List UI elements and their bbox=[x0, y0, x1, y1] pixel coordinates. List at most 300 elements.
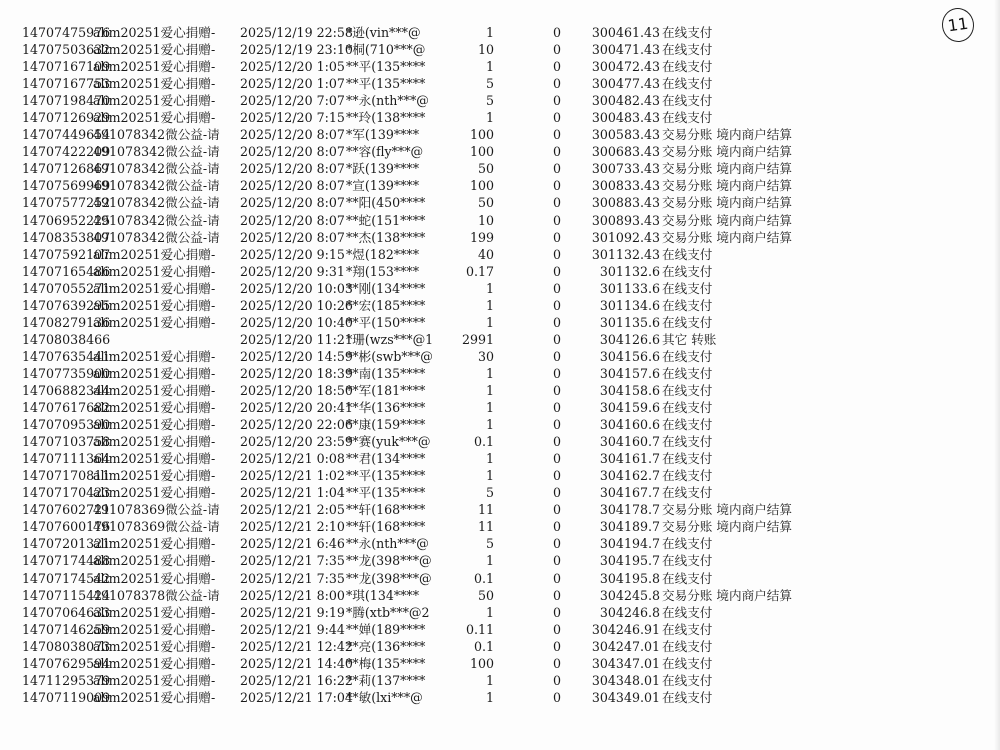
account-name: alim20251爱心捐赠- bbox=[93, 280, 216, 296]
table-row bbox=[22, 41, 982, 58]
fee: 0 bbox=[552, 161, 561, 177]
account-name: alim20251爱心捐赠- bbox=[93, 93, 216, 109]
payer-name: **彬(swb***@ bbox=[346, 348, 433, 364]
amount: 0.1 bbox=[473, 570, 494, 586]
table-row bbox=[22, 655, 982, 672]
payer-name: **君(134**** bbox=[346, 451, 426, 467]
transaction-time: 2025/12/21 0:08 bbox=[240, 451, 345, 467]
account-name: alim20251爱心捐赠- bbox=[93, 400, 216, 416]
transaction-id: 14707111364 bbox=[22, 451, 111, 467]
amount: 50 bbox=[477, 195, 494, 211]
table-row bbox=[22, 331, 982, 348]
amount: 0.1 bbox=[473, 638, 494, 654]
fee: 0 bbox=[552, 587, 561, 603]
payer-name: **莉(137**** bbox=[346, 672, 426, 688]
amount: 1 bbox=[485, 314, 494, 330]
balance: 300733.43 bbox=[591, 161, 660, 177]
transaction-time: 2025/12/20 8:07 bbox=[240, 178, 345, 194]
table-row bbox=[22, 552, 982, 569]
balance: 304156.6 bbox=[599, 348, 660, 364]
account-name: alim20251爱心捐赠- bbox=[93, 485, 216, 501]
payer-name: **亮(136**** bbox=[346, 638, 426, 654]
payer-name: **容(fly***@ bbox=[346, 144, 424, 160]
transaction-time: 2025/12/20 23:59 bbox=[240, 434, 353, 450]
transaction-time: 2025/12/21 7:35 bbox=[240, 570, 345, 586]
transaction-time: 2025/12/20 18:39 bbox=[240, 365, 353, 381]
amount: 1 bbox=[485, 280, 494, 296]
account-name: alim20251爱心捐赠- bbox=[93, 655, 216, 671]
account-name: 491078342微公益-请 bbox=[93, 178, 220, 194]
balance: 300583.43 bbox=[591, 127, 660, 143]
payer-name: **龙(398***@ bbox=[346, 570, 432, 586]
amount: 1 bbox=[485, 468, 494, 484]
transaction-type: 在线支付 bbox=[662, 263, 713, 279]
balance: 304158.6 bbox=[599, 382, 660, 398]
account-name: alim20251爱心捐赠- bbox=[93, 365, 216, 381]
fee: 0 bbox=[552, 638, 561, 654]
amount: 100 bbox=[469, 655, 494, 671]
payer-name: **宏(185**** bbox=[346, 297, 426, 313]
transaction-id: 14706952225 bbox=[22, 212, 111, 228]
transaction-id: 14707167753 bbox=[22, 76, 111, 92]
table-row bbox=[22, 570, 982, 587]
fee: 0 bbox=[552, 553, 561, 569]
balance: 304160.7 bbox=[599, 434, 660, 450]
amount: 50 bbox=[477, 587, 494, 603]
transaction-type: 在线支付 bbox=[662, 604, 713, 620]
balance: 301092.43 bbox=[591, 229, 660, 245]
transaction-id: 14708038073 bbox=[22, 638, 111, 654]
payer-name: **华(136**** bbox=[346, 400, 426, 416]
transaction-id: 14707635441 bbox=[22, 348, 111, 364]
account-name: alim20251爱心捐赠- bbox=[93, 536, 216, 552]
fee: 0 bbox=[552, 25, 561, 40]
transaction-time: 2025/12/20 8:07 bbox=[240, 229, 345, 245]
balance: 304160.6 bbox=[599, 417, 660, 433]
amount: 50 bbox=[477, 161, 494, 177]
fee: 0 bbox=[552, 93, 561, 109]
amount: 1 bbox=[485, 25, 494, 40]
fee: 0 bbox=[552, 604, 561, 620]
transaction-time: 2025/12/20 10:40 bbox=[240, 314, 353, 330]
payer-name: **南(135**** bbox=[346, 365, 426, 381]
account-name: 491078342微公益-请 bbox=[93, 212, 220, 228]
account-name: alim20251爱心捐赠- bbox=[93, 621, 216, 637]
transaction-id: 14707629594 bbox=[22, 655, 111, 671]
transaction-id: 14707103758 bbox=[22, 434, 111, 450]
table-row bbox=[22, 126, 982, 143]
balance: 300472.43 bbox=[591, 59, 660, 75]
account-name: 491078369微公益-请 bbox=[93, 519, 220, 535]
amount: 1 bbox=[485, 365, 494, 381]
balance: 301132.43 bbox=[591, 246, 660, 262]
transaction-id: 14707170811 bbox=[22, 468, 111, 484]
fee: 0 bbox=[552, 212, 561, 228]
fee: 0 bbox=[552, 348, 561, 364]
transaction-time: 2025/12/20 8:07 bbox=[240, 195, 345, 211]
transaction-id: 14707126929 bbox=[22, 110, 111, 126]
transaction-id: 14707064633 bbox=[22, 604, 111, 620]
fee: 0 bbox=[552, 468, 561, 484]
balance: 304347.01 bbox=[591, 655, 660, 671]
transaction-time: 2025/12/21 2:10 bbox=[240, 519, 345, 535]
transaction-id: 14707146259 bbox=[22, 621, 111, 637]
transaction-type: 在线支付 bbox=[662, 400, 713, 416]
transaction-time: 2025/12/20 7:15 bbox=[240, 110, 345, 126]
transaction-time: 2025/12/21 16:22 bbox=[240, 672, 353, 688]
account-name: alim20251爱心捐赠- bbox=[93, 110, 216, 126]
payer-name: **永(nth***@ bbox=[346, 93, 429, 109]
amount: 1 bbox=[485, 604, 494, 620]
transaction-table bbox=[22, 24, 982, 706]
table-row bbox=[22, 518, 982, 535]
transaction-type: 在线支付 bbox=[662, 417, 713, 433]
table-row bbox=[22, 212, 982, 229]
table-row bbox=[22, 280, 982, 297]
account-name: 491078342微公益-请 bbox=[93, 127, 220, 143]
amount: 1 bbox=[485, 553, 494, 569]
transaction-id: 14707735900 bbox=[22, 365, 111, 381]
transaction-time: 2025/12/21 2:05 bbox=[240, 502, 345, 518]
payer-name: **平(135**** bbox=[346, 468, 426, 484]
payer-name: **刚(134**** bbox=[346, 280, 426, 296]
payer-name: *军(139**** bbox=[346, 127, 420, 143]
fee: 0 bbox=[552, 314, 561, 330]
transaction-type: 在线支付 bbox=[662, 451, 713, 467]
amount: 40 bbox=[477, 246, 494, 262]
balance: 300483.43 bbox=[591, 110, 660, 126]
transaction-id: 14706882344 bbox=[22, 382, 111, 398]
fee: 0 bbox=[552, 519, 561, 535]
transaction-time: 2025/12/21 9:44 bbox=[240, 621, 345, 637]
balance: 300683.43 bbox=[591, 144, 660, 160]
fee: 0 bbox=[552, 59, 561, 75]
payer-name: *琪(134**** bbox=[346, 587, 420, 603]
transaction-id: 14707174488 bbox=[22, 553, 111, 569]
balance: 304178.7 bbox=[599, 502, 660, 518]
amount: 11 bbox=[477, 519, 494, 535]
payer-name: **平(135**** bbox=[346, 485, 426, 501]
payer-name: *翔(153**** bbox=[346, 263, 420, 279]
payer-name: **玲(138**** bbox=[346, 110, 426, 126]
table-row bbox=[22, 382, 982, 399]
account-name: 491078342微公益-请 bbox=[93, 229, 220, 245]
fee: 0 bbox=[552, 400, 561, 416]
account-name: alim20251爱心捐赠- bbox=[93, 689, 216, 705]
amount: 1 bbox=[485, 110, 494, 126]
amount: 0.1 bbox=[473, 434, 494, 450]
transaction-id: 14707174542 bbox=[22, 570, 111, 586]
payer-name: *煜(182**** bbox=[346, 246, 420, 262]
transaction-time: 2025/12/20 22:06 bbox=[240, 417, 353, 433]
balance: 300893.43 bbox=[591, 212, 660, 228]
account-name: alim20251爱心捐赠- bbox=[93, 451, 216, 467]
transaction-type: 交易分账 境内商户结算 bbox=[662, 178, 792, 194]
fee: 0 bbox=[552, 621, 561, 637]
account-name: alim20251爱心捐赠- bbox=[93, 382, 216, 398]
table-row bbox=[22, 348, 982, 365]
balance: 304162.7 bbox=[599, 468, 660, 484]
amount: 1 bbox=[485, 451, 494, 467]
transaction-time: 2025/12/20 8:07 bbox=[240, 144, 345, 160]
transaction-type: 交易分账 境内商户结算 bbox=[662, 212, 792, 228]
account-name: 491078378微公益-请 bbox=[93, 587, 220, 603]
amount: 5 bbox=[485, 536, 494, 552]
amount: 1 bbox=[485, 59, 494, 75]
scan-shadow-edge bbox=[994, 0, 1000, 750]
transaction-id: 14707592107 bbox=[22, 246, 111, 262]
transaction-id: 14707165486 bbox=[22, 263, 111, 279]
fee: 0 bbox=[552, 365, 561, 381]
table-row bbox=[22, 229, 982, 246]
transaction-time: 2025/12/20 1:07 bbox=[240, 76, 345, 92]
transaction-time: 2025/12/20 9:15 bbox=[240, 246, 345, 262]
table-row bbox=[22, 75, 982, 92]
table-row bbox=[22, 399, 982, 416]
account-name: alim20251爱心捐赠- bbox=[93, 468, 216, 484]
account-name: alim20251爱心捐赠- bbox=[93, 314, 216, 330]
transaction-time: 2025/12/19 22:58 bbox=[240, 25, 353, 40]
balance: 301134.6 bbox=[599, 297, 660, 313]
account-name: alim20251爱心捐赠- bbox=[93, 76, 216, 92]
transaction-id: 14707449654 bbox=[22, 127, 111, 143]
account-name: 491078369微公益-请 bbox=[93, 502, 220, 518]
fee: 0 bbox=[552, 331, 561, 347]
balance: 304159.6 bbox=[599, 400, 660, 416]
account-name: alim20251爱心捐赠- bbox=[93, 246, 216, 262]
balance: 304126.6 bbox=[599, 331, 660, 347]
transaction-time: 2025/12/20 11:21 bbox=[240, 331, 353, 347]
fee: 0 bbox=[552, 42, 561, 58]
table-row bbox=[22, 638, 982, 655]
table-row bbox=[22, 365, 982, 382]
table-row bbox=[22, 535, 982, 552]
transaction-type: 交易分账 境内商户结算 bbox=[662, 502, 792, 518]
transaction-type: 在线支付 bbox=[662, 434, 713, 450]
transaction-type: 在线支付 bbox=[662, 638, 713, 654]
transaction-time: 2025/12/20 8:07 bbox=[240, 127, 345, 143]
account-name: alim20251爱心捐赠- bbox=[93, 672, 216, 688]
fee: 0 bbox=[552, 570, 561, 586]
amount: 10 bbox=[477, 42, 494, 58]
fee: 0 bbox=[552, 672, 561, 688]
balance: 304161.7 bbox=[599, 451, 660, 467]
transaction-id: 14707422209 bbox=[22, 144, 111, 160]
table-row bbox=[22, 177, 982, 194]
amount: 1 bbox=[485, 297, 494, 313]
transaction-type: 在线支付 bbox=[662, 621, 713, 637]
payer-name: **梅(135**** bbox=[346, 655, 426, 671]
amount: 30 bbox=[477, 348, 494, 364]
transaction-type: 在线支付 bbox=[662, 76, 713, 92]
fee: 0 bbox=[552, 451, 561, 467]
transaction-type: 在线支付 bbox=[662, 553, 713, 569]
transaction-time: 2025/12/21 1:02 bbox=[240, 468, 345, 484]
fee: 0 bbox=[552, 382, 561, 398]
transaction-type: 在线支付 bbox=[662, 655, 713, 671]
transaction-type: 交易分账 境内商户结算 bbox=[662, 519, 792, 535]
payer-name: **永(nth***@ bbox=[346, 536, 429, 552]
transaction-time: 2025/12/20 7:07 bbox=[240, 93, 345, 109]
transaction-id: 14707600176 bbox=[22, 519, 111, 535]
balance: 304348.01 bbox=[591, 672, 660, 688]
account-name: 491078342微公益-请 bbox=[93, 144, 220, 160]
amount: 1 bbox=[485, 382, 494, 398]
balance: 304194.7 bbox=[599, 536, 660, 552]
transaction-type: 在线支付 bbox=[662, 689, 713, 705]
balance: 304167.7 bbox=[599, 485, 660, 501]
transaction-time: 2025/12/21 17:04 bbox=[240, 689, 353, 705]
transaction-type: 在线支付 bbox=[662, 280, 713, 296]
transaction-type: 交易分账 境内商户结算 bbox=[662, 144, 792, 160]
transaction-type: 在线支付 bbox=[662, 348, 713, 364]
amount: 100 bbox=[469, 127, 494, 143]
transaction-time: 2025/12/20 20:41 bbox=[240, 400, 353, 416]
transaction-id: 14707503632 bbox=[22, 42, 111, 58]
transaction-id: 14711295379 bbox=[22, 672, 111, 688]
balance: 300471.43 bbox=[591, 42, 660, 58]
table-row bbox=[22, 314, 982, 331]
fee: 0 bbox=[552, 246, 561, 262]
account-name: alim20251爱心捐赠- bbox=[93, 25, 216, 40]
balance: 301133.6 bbox=[599, 280, 660, 296]
fee: 0 bbox=[552, 127, 561, 143]
balance: 300477.43 bbox=[591, 76, 660, 92]
fee: 0 bbox=[552, 144, 561, 160]
transaction-type: 在线支付 bbox=[662, 93, 713, 109]
table-row bbox=[22, 109, 982, 126]
transaction-type: 在线支付 bbox=[662, 110, 713, 126]
payer-name: **阳(450**** bbox=[346, 195, 426, 211]
fee: 0 bbox=[552, 502, 561, 518]
table-row bbox=[22, 92, 982, 109]
table-row bbox=[22, 143, 982, 160]
account-name: alim20251爱心捐赠- bbox=[93, 604, 216, 620]
amount: 5 bbox=[485, 93, 494, 109]
transaction-time: 2025/12/21 12:42 bbox=[240, 638, 353, 654]
balance: 304246.91 bbox=[591, 621, 660, 637]
table-row bbox=[22, 621, 982, 638]
table-row bbox=[22, 297, 982, 314]
account-name: alim20251爱心捐赠- bbox=[93, 638, 216, 654]
table-row bbox=[22, 587, 982, 604]
balance: 300833.43 bbox=[591, 178, 660, 194]
account-name: alim20251爱心捐赠- bbox=[93, 59, 216, 75]
fee: 0 bbox=[552, 417, 561, 433]
transaction-id: 14707475976 bbox=[22, 25, 111, 40]
table-row bbox=[22, 24, 982, 41]
handwritten-page-number: 11 bbox=[940, 6, 976, 44]
payer-name: *珊(wzs***@1 bbox=[346, 331, 434, 347]
payer-name: **龙(398***@ bbox=[346, 553, 432, 569]
transaction-time: 2025/12/20 10:26 bbox=[240, 297, 353, 313]
account-name: alim20251爱心捐赠- bbox=[93, 348, 216, 364]
table-row bbox=[22, 246, 982, 263]
amount: 1 bbox=[485, 417, 494, 433]
account-name: alim20251爱心捐赠- bbox=[93, 434, 216, 450]
transaction-time: 2025/12/21 1:04 bbox=[240, 485, 345, 501]
table-row bbox=[22, 484, 982, 501]
amount: 100 bbox=[469, 144, 494, 160]
transaction-id: 14707126867 bbox=[22, 161, 111, 177]
transaction-time: 2025/12/20 18:50 bbox=[240, 382, 353, 398]
balance: 304195.8 bbox=[599, 570, 660, 586]
amount: 11 bbox=[477, 502, 494, 518]
payer-name: **军(181**** bbox=[346, 382, 426, 398]
balance: 300883.43 bbox=[591, 195, 660, 211]
transaction-id: 14708038466 bbox=[22, 331, 111, 347]
transaction-type: 在线支付 bbox=[662, 672, 713, 688]
account-name: alim20251爱心捐赠- bbox=[93, 553, 216, 569]
fee: 0 bbox=[552, 178, 561, 194]
transaction-id: 14707639295 bbox=[22, 297, 111, 313]
transaction-id: 14707115424 bbox=[22, 587, 111, 603]
transaction-type: 在线支付 bbox=[662, 365, 713, 381]
amount: 10 bbox=[477, 212, 494, 228]
transaction-type: 交易分账 境内商户结算 bbox=[662, 161, 792, 177]
balance: 301132.6 bbox=[599, 263, 660, 279]
transaction-time: 2025/12/20 9:31 bbox=[240, 263, 345, 279]
payer-name: *跃(139**** bbox=[346, 161, 420, 177]
transaction-id: 14707167109 bbox=[22, 59, 111, 75]
table-row bbox=[22, 263, 982, 280]
transaction-type: 在线支付 bbox=[662, 570, 713, 586]
transaction-time: 2025/12/20 14:59 bbox=[240, 348, 353, 364]
fee: 0 bbox=[552, 689, 561, 705]
payer-name: **平(135**** bbox=[346, 59, 426, 75]
amount: 5 bbox=[485, 76, 494, 92]
fee: 0 bbox=[552, 485, 561, 501]
amount: 2991 bbox=[461, 331, 494, 347]
transaction-id: 14707095390 bbox=[22, 417, 111, 433]
transaction-id: 14707201321 bbox=[22, 536, 111, 552]
balance: 304245.8 bbox=[599, 587, 660, 603]
fee: 0 bbox=[552, 76, 561, 92]
transaction-type: 交易分账 境内商户结算 bbox=[662, 229, 792, 245]
fee: 0 bbox=[552, 536, 561, 552]
balance: 300482.43 bbox=[591, 93, 660, 109]
transaction-time: 2025/12/20 1:05 bbox=[240, 59, 345, 75]
transaction-time: 2025/12/21 6:46 bbox=[240, 536, 345, 552]
fee: 0 bbox=[552, 229, 561, 245]
table-row bbox=[22, 450, 982, 467]
transaction-type: 在线支付 bbox=[662, 485, 713, 501]
transaction-type: 在线支付 bbox=[662, 59, 713, 75]
table-row bbox=[22, 467, 982, 484]
balance: 304247.01 bbox=[591, 638, 660, 654]
account-name: alim20251爱心捐赠- bbox=[93, 297, 216, 313]
amount: 1 bbox=[485, 672, 494, 688]
table-row bbox=[22, 58, 982, 75]
transaction-id: 14707602721 bbox=[22, 502, 111, 518]
table-row bbox=[22, 160, 982, 177]
payer-name: **平(135**** bbox=[346, 76, 426, 92]
payer-name: **轩(168**** bbox=[346, 519, 426, 535]
fee: 0 bbox=[552, 280, 561, 296]
payer-name: **杰(138**** bbox=[346, 229, 426, 245]
transaction-type: 在线支付 bbox=[662, 382, 713, 398]
balance: 304349.01 bbox=[591, 689, 660, 705]
transaction-type: 在线支付 bbox=[662, 297, 713, 313]
payer-name: **轩(168**** bbox=[346, 502, 426, 518]
transaction-type: 在线支付 bbox=[662, 468, 713, 484]
account-name: alim20251爱心捐赠- bbox=[93, 417, 216, 433]
table-row bbox=[22, 604, 982, 621]
payer-name: **平(150**** bbox=[346, 314, 426, 330]
transaction-time: 2025/12/21 8:00 bbox=[240, 587, 345, 603]
transaction-type: 交易分账 境内商户结算 bbox=[662, 587, 792, 603]
amount: 100 bbox=[469, 178, 494, 194]
